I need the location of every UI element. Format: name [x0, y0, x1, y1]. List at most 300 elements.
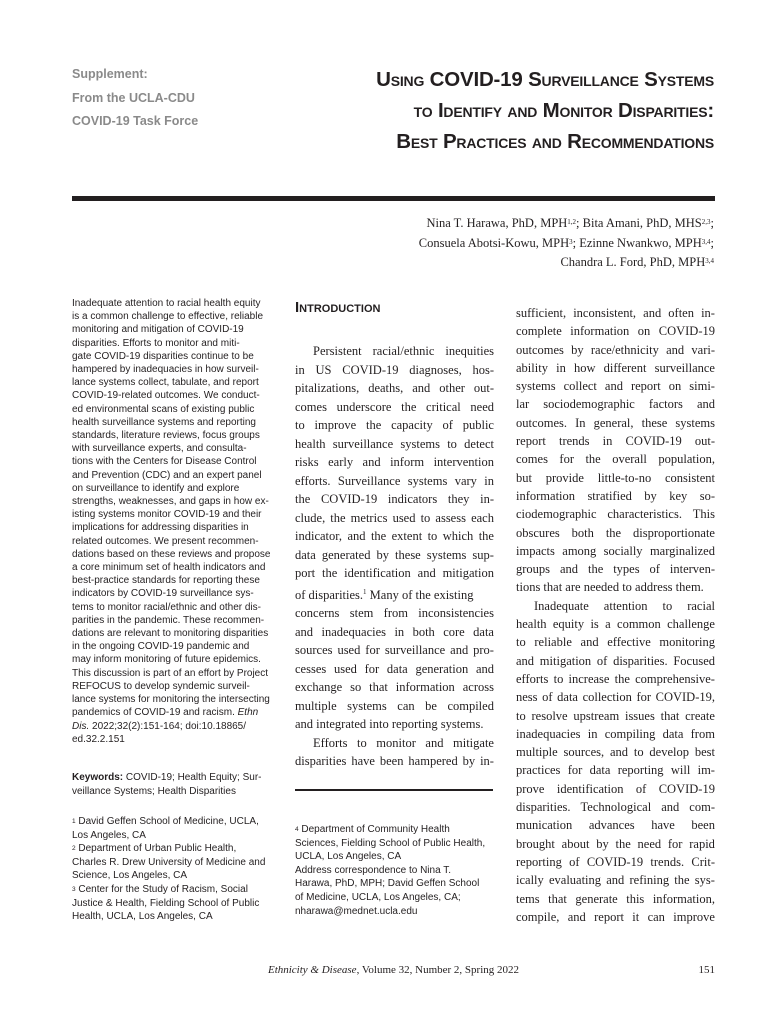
affiliation-marker: 2 [72, 845, 76, 853]
word: monitoring [659, 635, 715, 650]
abstract-line: lance systems collect, tabulate, and report [72, 377, 259, 389]
word: for [636, 690, 652, 705]
word: multiple [295, 698, 337, 713]
word: comes [295, 399, 327, 414]
body-line [516, 450, 715, 468]
word: across [462, 680, 494, 695]
word: challenge [667, 617, 715, 632]
word: refining [629, 873, 670, 888]
word: develop [649, 745, 689, 760]
word: often [668, 306, 694, 320]
word: inadequacies [321, 624, 387, 639]
word: sociodemographic [543, 397, 635, 412]
word: of [442, 418, 453, 432]
title-line: to Identify and Monitor Disparities: [413, 99, 714, 122]
word: to [295, 418, 305, 432]
word: mitigation [442, 566, 494, 580]
word: and [661, 800, 680, 815]
word: ness [516, 690, 538, 705]
word: tems [516, 891, 540, 906]
citation-journal: Dis. [72, 720, 90, 732]
word: evaluating [548, 873, 602, 888]
word: COVID-19 [658, 781, 715, 796]
word: and [696, 397, 715, 412]
abstract-line: strengths, weaknesses, and gaps in how ex- [72, 496, 269, 508]
body-line [295, 623, 494, 642]
word: clude, [295, 510, 326, 525]
word: inform [390, 455, 425, 469]
body-line [295, 361, 494, 380]
title-line: Best Practices and Recommendations [396, 130, 714, 153]
word: inequities [445, 344, 494, 358]
author-name: Chandra L. Ford, PhD, MPH [560, 255, 706, 269]
word: disparities. [516, 800, 571, 815]
word: identification [556, 781, 624, 796]
word: equity [552, 617, 585, 632]
word: Focused [673, 653, 715, 668]
word: surveillance [332, 436, 394, 451]
reference-marker: 1 [363, 587, 367, 596]
word: common [617, 617, 661, 632]
word: report [630, 379, 661, 394]
word: core [443, 624, 465, 639]
word: intervention [433, 455, 494, 469]
word: that [369, 680, 388, 695]
word: both [412, 624, 435, 639]
word: is [590, 617, 599, 632]
article-title [244, 64, 714, 157]
word: and [475, 661, 494, 676]
word: need [470, 399, 494, 414]
word: and [580, 635, 599, 650]
author-name: ; Ezinne Nwankwo, MPH [572, 235, 702, 250]
word: This [692, 507, 715, 522]
keywords-label: Keywords: [72, 772, 124, 783]
body-line [516, 761, 715, 779]
word: inadequacies [516, 726, 581, 741]
word: pitalizations, [295, 381, 360, 395]
word: and [425, 735, 444, 750]
word: the [366, 418, 382, 432]
body-line [516, 414, 715, 432]
word: munication [516, 818, 573, 833]
title-line: Using COVID-19 Surveillance Systems [376, 68, 714, 91]
word: they [447, 492, 470, 506]
word: in [602, 434, 613, 449]
word: to [447, 436, 457, 451]
footnote-line: of Medicine, UCLA, Los Angeles, CA; [295, 891, 461, 903]
body-line [516, 395, 715, 413]
word: used [333, 661, 357, 676]
body-line [295, 472, 494, 491]
abstract-line: hampered by inadequacies in how surveil- [72, 364, 259, 376]
body-line [295, 752, 494, 771]
word: deaths, [368, 381, 404, 395]
body-line [295, 435, 494, 454]
word: the [587, 562, 604, 577]
word: been [379, 754, 404, 769]
word: ability [516, 360, 548, 375]
word: reporting [516, 854, 562, 869]
word: and [362, 455, 381, 469]
body-line [295, 564, 494, 583]
word: assess [435, 510, 466, 525]
body-line [516, 560, 715, 578]
word: critical [426, 399, 461, 414]
word: different [603, 360, 647, 375]
word: data [473, 624, 494, 639]
word: both [571, 525, 594, 540]
word: systems [347, 698, 387, 713]
word: information [516, 488, 576, 503]
footnote-text: Department of Community Health [298, 824, 450, 835]
word: exchange [295, 680, 343, 695]
word: underscore [336, 399, 392, 414]
abstract-line: dations are relevant to monitoring disparities [72, 628, 269, 640]
abstract-line: tems to monitor racial/ethnic and other dis- [72, 601, 261, 613]
word: the [614, 671, 630, 686]
word: identification [344, 566, 411, 580]
word: about [561, 836, 590, 851]
word: key [669, 488, 688, 503]
word: little-to-no [597, 470, 652, 485]
word: to [357, 735, 367, 750]
word: increase [568, 671, 610, 686]
body-text: of disparities. [295, 587, 364, 602]
word: COVID-19 [320, 492, 378, 506]
word: comes [516, 452, 548, 467]
abstract-line: a core minimum set of health indicators and [72, 562, 266, 574]
word: systems [516, 379, 556, 394]
word: capacity [391, 418, 433, 432]
word: sys- [694, 873, 715, 888]
word: stratified [587, 488, 632, 503]
affiliation-text: David Geffen School of Medicine, UCLA, [75, 816, 259, 827]
word: COVID-19 [342, 362, 399, 377]
word: be [425, 698, 437, 713]
word: report [516, 434, 546, 449]
word: have [351, 754, 375, 769]
body-line [295, 546, 494, 565]
word: trends [558, 434, 590, 449]
citation-details: 2022;32(2):151-164; doi:10.18865/ [89, 720, 247, 732]
word: upstream [573, 708, 620, 723]
introduction-column [295, 297, 494, 771]
word: socially [603, 543, 643, 558]
footnote-line: nharawa@mednet.ucla.edu [295, 905, 418, 917]
word: detect [464, 436, 494, 451]
word: need [637, 836, 662, 851]
abstract-line: lance systems for monitoring the intersecting [72, 694, 270, 706]
word: Crit- [691, 854, 715, 869]
keywords-line [72, 771, 272, 785]
word: In [575, 415, 586, 430]
body-line [516, 652, 715, 670]
word: to [662, 598, 673, 613]
word: among [562, 543, 597, 558]
affiliation-line [72, 815, 282, 829]
word: COVID-19, [655, 690, 715, 705]
abstract-line: on surveillance to identify and explore [72, 482, 240, 494]
body-column-right [516, 304, 715, 926]
body-line [516, 597, 715, 615]
word: for [567, 763, 583, 778]
affiliation-marker: 3 [569, 237, 573, 246]
word: used [392, 510, 416, 525]
body-line [295, 342, 494, 361]
journal-name: Ethnicity & Disease [267, 964, 357, 976]
word: reliable [534, 635, 572, 650]
word: efforts. [295, 473, 331, 488]
word: resolve [531, 708, 568, 723]
body-line [516, 688, 715, 706]
word: ically [516, 873, 544, 888]
word: US [315, 362, 332, 377]
word: hampered [408, 754, 458, 769]
separator: ; [710, 235, 714, 250]
body-line [295, 604, 494, 623]
word: this [626, 891, 645, 906]
word: the [605, 525, 622, 540]
affiliation-marker: 3 [72, 885, 76, 893]
word: concerns [295, 606, 340, 621]
word: so- [699, 488, 715, 503]
word: issues [624, 708, 655, 723]
word: race/ethnicity [590, 342, 659, 357]
word: Surveillance [337, 473, 401, 488]
body-line [516, 615, 715, 633]
affiliation-marker: 1 [72, 818, 76, 825]
word: early [328, 455, 354, 469]
affiliation-line: Los Angeles, CA [72, 829, 146, 841]
word: and [567, 909, 586, 924]
word: have [651, 818, 675, 833]
citation-journal: Ethn [237, 707, 259, 719]
word: of [635, 781, 647, 796]
body-line [295, 398, 494, 417]
word: im- [697, 763, 715, 778]
word: and [412, 381, 431, 395]
word: lar [516, 397, 530, 412]
affiliation-line [72, 883, 282, 897]
keywords [72, 771, 272, 798]
word: in- [701, 306, 715, 320]
body-line [516, 743, 715, 761]
word: and [643, 306, 662, 320]
body-line [295, 490, 494, 509]
word: in [587, 726, 598, 741]
word: pro- [473, 643, 494, 658]
body-line [516, 487, 715, 505]
word: surveillance [654, 360, 715, 375]
word: systems [426, 547, 467, 562]
abstract-line: ed environmental scans of existing public [72, 403, 255, 415]
affiliation-line: Science, Los Angeles, CA [72, 870, 188, 882]
word: population, [658, 452, 715, 467]
author-name: ; Bita Amani, PhD, MHS [576, 216, 702, 230]
body-line [516, 816, 715, 834]
word: for [667, 836, 683, 851]
word: disparities. [613, 653, 668, 668]
body-line [516, 835, 715, 853]
word: by [571, 342, 584, 357]
word: in [394, 624, 405, 639]
author-line [234, 214, 714, 234]
body-line [516, 853, 715, 871]
word: from [383, 606, 408, 621]
word: surveillance [384, 643, 446, 658]
body-line [516, 798, 715, 816]
body-line [516, 633, 715, 651]
body-line [295, 509, 494, 528]
word: types [613, 562, 640, 577]
affiliation-marker: 1,2 [567, 218, 577, 226]
word: so [350, 680, 362, 695]
abstract-line: health surveillance systems and reporting [72, 416, 256, 428]
body-line [516, 322, 715, 340]
supplement-line: Supplement: [72, 67, 148, 81]
body-line [516, 524, 715, 542]
word: for [364, 661, 380, 676]
word: that [660, 708, 680, 723]
abstract-line: REFOCUS to develop syndemic surveil- [72, 680, 250, 692]
abstract-line: parities in the pandemic. These recommen- [72, 614, 265, 626]
word: extent [391, 529, 423, 543]
word: brought [516, 836, 555, 851]
body-line [516, 505, 715, 523]
body-line [516, 432, 715, 450]
word: to [427, 529, 438, 543]
abstract-line: standards, literature reviews, focus groups [72, 430, 260, 442]
body-line [516, 780, 715, 798]
word: hos- [472, 362, 494, 377]
title-divider [72, 196, 715, 201]
word: of [596, 653, 608, 668]
word: compiled [447, 698, 494, 713]
word: ciodemographic [516, 507, 597, 522]
word: data [557, 690, 578, 705]
word: sufficient, [516, 306, 567, 320]
word: vary [454, 473, 477, 488]
word: and [295, 624, 314, 639]
word: factors [648, 397, 683, 412]
abstract-line: ed.32.2.151 [72, 733, 125, 745]
keywords-text: COVID-19; Health Equity; Sur- [123, 772, 262, 783]
word: a [605, 617, 611, 632]
word: of [649, 562, 660, 577]
word: prove [516, 781, 545, 796]
word: report [594, 909, 624, 924]
word: cesses [295, 661, 327, 676]
author-line [234, 253, 714, 273]
word: which [442, 529, 474, 543]
body-line [516, 707, 715, 725]
affiliation-marker: 3,4 [701, 237, 711, 246]
word: the [295, 492, 311, 506]
body-line [295, 527, 494, 546]
word: it [632, 909, 640, 924]
body-line [295, 583, 494, 605]
word: provide [545, 470, 584, 485]
word: attention [603, 598, 648, 613]
word: information [395, 680, 455, 695]
word: collect [563, 379, 597, 394]
affiliation-text: Department of Urban Public Health, [75, 843, 237, 855]
word: and [666, 342, 685, 357]
body-line [295, 453, 494, 472]
word: data [386, 661, 408, 676]
word: sup- [472, 547, 494, 562]
keywords-line: veillance Systems; Health Disparities [72, 785, 236, 797]
body-line [295, 734, 494, 753]
word: vari- [691, 342, 715, 357]
word: on [668, 379, 682, 394]
abstract-line [72, 720, 272, 733]
word: the [585, 452, 601, 467]
word: the [674, 873, 690, 888]
abstract-line: may inform monitoring of future epidemics. [72, 654, 261, 666]
abstract-line: monitoring and mitigation of COVID-19 [72, 324, 244, 336]
word: obscures [516, 525, 560, 540]
word: Technological [580, 800, 652, 815]
word: best [694, 745, 715, 760]
body-line [516, 377, 715, 395]
word: monitor [376, 735, 416, 750]
word: port [295, 566, 316, 580]
word: indicator, [295, 529, 343, 543]
word: in [295, 362, 305, 377]
word: racial [687, 598, 715, 613]
footnote-line: Sciences, Fielding School of Public Health, [295, 837, 486, 849]
word: groups [516, 562, 551, 577]
word: outcomes. [516, 415, 568, 430]
abstract-line: isting systems monitor COVID-19 and their [72, 509, 262, 521]
separator: ; [710, 216, 714, 230]
body-line [516, 469, 715, 487]
word: of [569, 854, 580, 869]
body-line [516, 341, 715, 359]
word: disparities [295, 754, 347, 769]
word: generated [321, 547, 371, 562]
page-number: 151 [698, 964, 715, 976]
word: in- [480, 492, 494, 506]
abstract-line: in the ongoing COVID-19 pandemic and [72, 641, 250, 653]
word: the [478, 529, 494, 543]
word: inconsistent, [573, 306, 637, 320]
affiliation-line: Justice & Health, Fielding School of Public [72, 897, 260, 909]
author-name: Consuela Abotsi-Kowu, MPH [418, 235, 570, 250]
body-line [295, 660, 494, 679]
word: and [417, 566, 436, 580]
word: to [516, 635, 526, 650]
word: compiling [604, 726, 656, 741]
author-line [234, 234, 714, 254]
word: outcomes [516, 342, 564, 357]
word: effective [607, 635, 651, 650]
word: by [376, 547, 389, 562]
word: systems [400, 436, 440, 451]
word: in [484, 473, 494, 488]
word: improve [673, 909, 715, 924]
journal-citation [72, 964, 715, 976]
word: out- [473, 381, 494, 395]
abstract-line: and Prevention (CDC) and an expert panel [72, 469, 262, 481]
body-line [295, 416, 494, 435]
word: Inadequate [534, 598, 589, 613]
body-line [516, 725, 715, 743]
word: by [462, 754, 476, 769]
word: will [670, 763, 691, 778]
